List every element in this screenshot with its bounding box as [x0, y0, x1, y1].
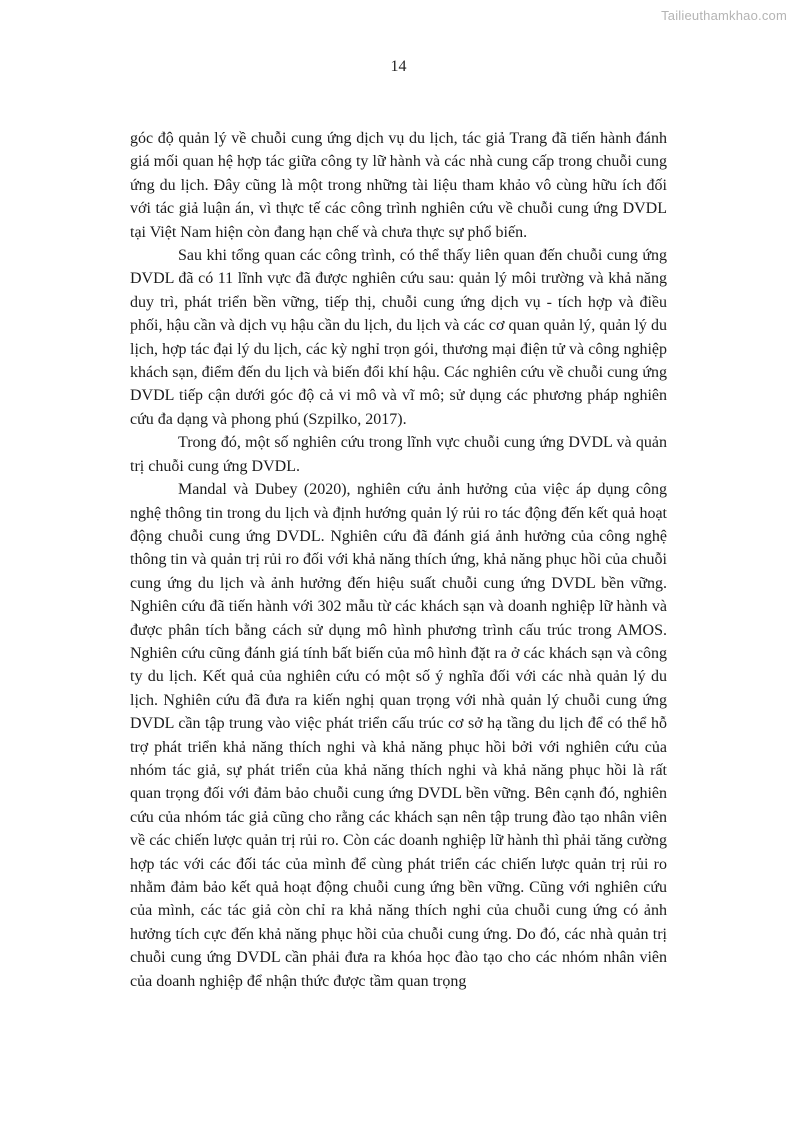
page-content [130, 127, 667, 993]
watermark-text: Tailieuthamkhao.com [661, 8, 787, 23]
paragraph-1: góc độ quản lý về chuỗi cung ứng dịch vụ du lịch, tác giả Trang đã tiến hành đánh giá mối quan hệ hợp tác giữa công ty lữ hành và các nhà cung cấp trong chuỗi cung ứng du lịch. Đây cũng là một trong những tài liệu tham khảo vô cùng hữu ích đối với tác giả luận án, vì thực tế các công trình nghiên cứu về chuỗi cung ứng DVDL tại Việt Nam hiện còn đang hạn chế và chưa thực sự phổ biến. [130, 130, 667, 241]
paragraph-2: Sau khi tổng quan các công trình, có thể thấy liên quan đến chuỗi cung ứng DVDL đã có 11 lĩnh vực đã được nghiên cứu sau: quản lý môi trường và khả năng duy trì, phát triển bền vững, tiếp thị, chuỗi cung ứng dịch vụ - tích hợp và điều phối, hậu cần và dịch vụ hậu cần du lịch, du lịch và các cơ quan quản lý, quản lý du lịch, hợp tác đại lý du lịch, các kỳ nghỉ trọn gói, thương mại điện tử và công nghiệp khách sạn, điểm đến du lịch và biến đổi khí hậu. Các nghiên cứu về chuỗi cung ứng DVDL tiếp cận dưới góc độ cả vi mô và vĩ mô; sử dụng các phương pháp nghiên cứu đa dạng và phong phú (Szpilko, 2017). [130, 247, 667, 428]
paragraph-4: Mandal và Dubey (2020), nghiên cứu ảnh hưởng của việc áp dụng công nghệ thông tin trong du lịch và định hướng quản lý rủi ro tác động đến kết quả hoạt động chuỗi cung ứng DVDL. Nghiên cứu đã đánh giá ảnh hưởng của công nghệ thông tin và quản trị rủi ro đối với khả năng thích ứng, khả năng phục hồi của chuỗi cung ứng du lịch và ảnh hưởng đến hiệu suất chuỗi cung ứng DVDL bền vững. Nghiên cứu đã tiến hành với 302 mẫu từ các khách sạn và doanh nghiệp lữ hành và được phân tích bằng cách sử dụng mô hình phương trình cấu trúc trong AMOS. Nghiên cứu cũng đánh giá tính bất biến của mô hình đặt ra ở các khách sạn và công ty du lịch. Kết quả của nghiên cứu có một số ý nghĩa đối với các nhà quản lý du lịch. Nghiên cứu đã đưa ra kiến nghị quan trọng với nhà quản lý chuỗi cung ứng DVDL cần tập trung vào việc phát triển cấu trúc cơ sở hạ tầng du lịch để có thể hỗ trợ phát triển khả năng thích nghi và khả năng phục hồi bởi với nghiên cứu của nhóm tác giả, sự phát triển của khả năng thích nghi và khả năng phục hồi là rất quan trọng đối với đảm bảo chuỗi cung ứng DVDL bền vững. Bên cạnh đó, nghiên cứu của nhóm tác giả cũng cho rằng các khách sạn nên tập trung đào tạo nhân viên về các chiến lược quản trị rủi ro. Còn các doanh nghiệp lữ hành thì phải tăng cường hợp tác với các đối tác của mình để cùng phát triển các chiến lược quản trị rủi ro nhằm đảm bảo kết quả hoạt động chuỗi cung ứng bền vững. Cũng với nghiên cứu của mình, các tác giả còn chỉ ra khả năng thích nghi của chuỗi cung ứng có ảnh hưởng tích cực đến khả năng phục hồi của chuỗi cung ứng. Do đó, các nhà quản trị chuỗi cung ứng DVDL cần phải đưa ra khóa học đào tạo cho các nhóm nhân viên của doanh nghiệp để nhận thức được tầm quan trọng [130, 481, 667, 990]
page-number: 14 [390, 58, 407, 75]
paragraph-3: Trong đó, một số nghiên cứu trong lĩnh vực chuỗi cung ứng DVDL và quản trị chuỗi cung ứng DVDL. [130, 434, 667, 475]
